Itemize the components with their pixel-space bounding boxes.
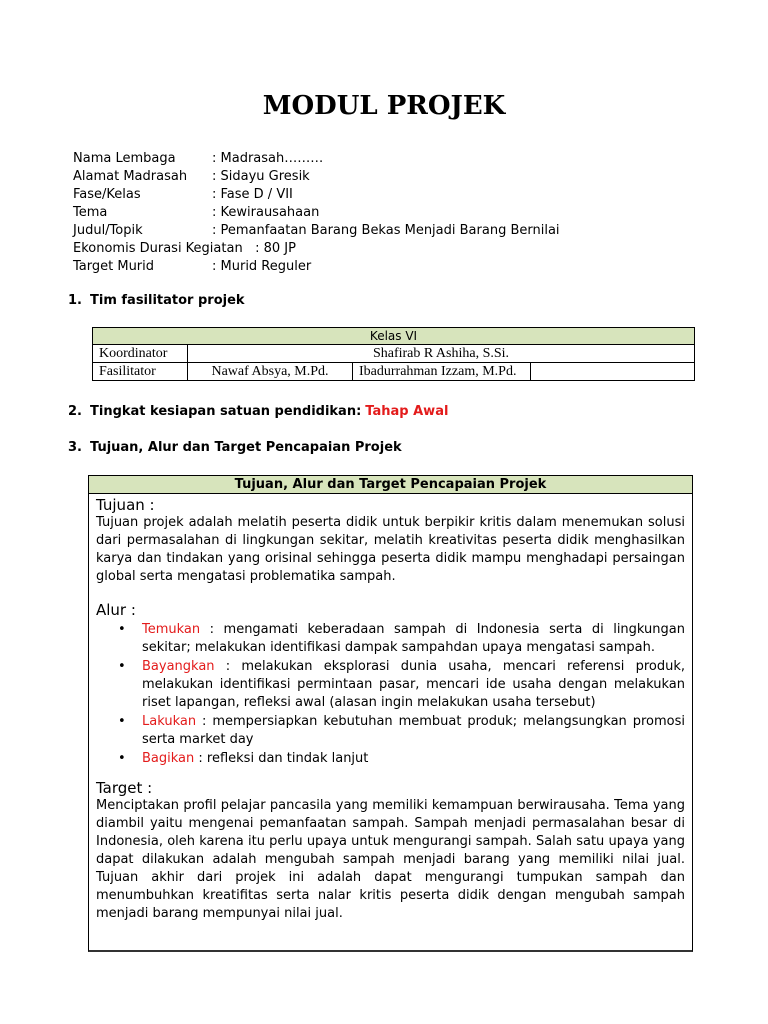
target-text: Menciptakan profil pelajar pancasila yang memiliki kemampuan berwirausaha. Tema yang diambil yaitu mengenai pemanfaatan sampah. Sampah menjadi permasalahan besar di Indonesia, oleh karena itu perlu upaya untuk mengurangi sampah. Salah satu upaya yang dapat dilakukan adalah mengubah sampah menjadi barang yang memiliki nilai jual. Tujuan akhir dari projek ini adalah dapat mengurangi tumpukan sampah dan menumbuhkan kreatifitas serta nalar kritis peserta didik dengan mengubah sampah menjadi barang mempunyai nilai jual.: [96, 798, 685, 921]
alur-text: : mengamati keberadaan sampah di Indonesia serta di lingkungan sekitar; melakukan identifikasi dampak sampahdan upaya mengatasi sampah.: [142, 622, 685, 655]
document-title: MODUL PROJEK: [262, 91, 506, 121]
tujuan-title: Tujuan :: [96, 496, 155, 514]
fasilitator-label: Fasilitator: [93, 363, 188, 381]
box-body: [89, 496, 692, 923]
alur-list: [96, 621, 685, 768]
tujuan-text: Tujuan projek adalah melatih peserta didik untuk berpikir kritis dalam menemukan solusi dari permasalahan di lingkungan sekitar, melatih kreativitas peserta didik menghasilkan karya dan tindakan yang orisinal sehingga peserta didik mampu menghadapi persaingan global serta mengatasi problematika sampah.: [96, 515, 685, 584]
alur-key: Bayangkan: [142, 659, 215, 674]
info-label: Target Murid: [73, 259, 155, 274]
info-label: Fase/Kelas: [73, 187, 141, 202]
fasilitator-1: Nawaf Absya, M.Pd.: [188, 363, 353, 381]
info-row-fase: [73, 186, 560, 204]
alur-text: : mempersiapkan kebutuhan membuat produk; melangsungkan promosi serta market day: [142, 714, 685, 747]
info-row-judul: [73, 222, 560, 240]
fasilitator-3: [531, 363, 695, 381]
section-title: Tujuan, Alur dan Target Pencapaian Projek: [90, 440, 402, 455]
info-label: Tema: [73, 205, 108, 220]
section-title: Tim fasilitator projek: [90, 293, 245, 308]
info-value: : 80 JP: [255, 241, 296, 256]
fasilitator-table: [92, 327, 695, 381]
list-item: [96, 658, 685, 712]
list-item: [96, 750, 685, 768]
alur-key: Temukan: [142, 622, 201, 637]
alur-key: Bagikan: [142, 751, 195, 766]
bullet-icon: •: [118, 714, 126, 729]
fasilitator-2: Ibadurrahman Izzam, M.Pd.: [353, 363, 531, 381]
info-block: [73, 150, 560, 276]
bullet-icon: •: [118, 659, 126, 674]
info-row-tema: [73, 204, 560, 222]
info-value: : Fase D / VII: [212, 187, 293, 202]
box-header: Tujuan, Alur dan Target Pencapaian Projek: [89, 476, 692, 494]
table-header-row: [93, 328, 695, 345]
info-label: Ekonomis Durasi Kegiatan: [73, 241, 243, 256]
list-item: [96, 621, 685, 657]
readiness-level: Tahap Awal: [365, 404, 449, 419]
tujuan-alur-target-box: [88, 475, 693, 952]
table-row-fasilitator: [93, 363, 695, 381]
info-label: Nama Lembaga: [73, 151, 176, 166]
alur-title: Alur :: [96, 601, 136, 619]
section-heading-3: [68, 440, 402, 455]
info-value: : Kewirausahaan: [212, 205, 320, 220]
section-heading-1: [68, 293, 245, 308]
section-heading-2: [68, 404, 448, 419]
list-item: [96, 713, 685, 749]
info-row-durasi: [73, 240, 560, 258]
info-row-nama-lembaga: [73, 150, 560, 168]
info-label: Alamat Madrasah: [73, 169, 188, 184]
alur-text: : melakukan eksplorasi dunia usaha, mencari referensi produk, melakukan identifikasi permintaan pasar, mencari ide usaha dengan melakukan riset lapangan, refleksi awal (alasan ingin melakukan usaha tersebut): [142, 659, 685, 710]
info-value: : Sidayu Gresik: [212, 169, 310, 184]
bullet-icon: •: [118, 622, 126, 637]
info-value: : Pemanfaatan Barang Bekas Menjadi Barang Bernilai: [212, 223, 560, 238]
section-number: 1.: [68, 293, 82, 308]
koordinator-name: Shafirab R Ashiha, S.Si.: [188, 345, 695, 363]
target-title: Target :: [96, 779, 153, 797]
section-number: 3.: [68, 440, 82, 455]
info-value: : Madrasah………: [212, 151, 324, 166]
alur-text: : refleksi dan tindak lanjut: [194, 751, 369, 766]
info-row-alamat: [73, 168, 560, 186]
section-number: 2.: [68, 404, 82, 419]
koordinator-label: Koordinator: [93, 345, 188, 363]
section-title: Tingkat kesiapan satuan pendidikan:: [90, 404, 362, 419]
alur-key: Lakukan: [142, 714, 197, 729]
table-row-koordinator: [93, 345, 695, 363]
info-label: Judul/Topik: [73, 223, 143, 238]
info-row-target: [73, 258, 560, 276]
info-value: : Murid Reguler: [212, 259, 312, 274]
bullet-icon: •: [118, 751, 126, 766]
table-header-kelas: Kelas VI: [93, 328, 695, 345]
